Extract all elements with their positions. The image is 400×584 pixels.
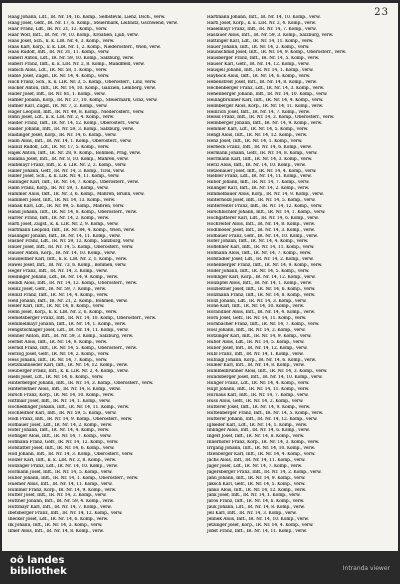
document-page	[2, 3, 398, 551]
entry-line: Hutter Josef, Inft., IR. Nr. 14, 2. Komp., verw.	[8, 493, 107, 499]
entry-line: Hofer Johann, Inft., IR. Nr. 14, 4. Komp., verw.	[207, 239, 309, 245]
entry-line: Jaksch Karl, Gefr., IR. Nr. 14, 5. Komp., verw.	[207, 481, 306, 487]
entry-line: Heller Karl, Inft., IR. Nr. 14, 8. Komp., verw.	[8, 304, 105, 310]
entry-line: Imlinger Alois, Inft., IR. Nr. 14, 6. Komp., verw.	[207, 428, 310, 434]
entry-line: Hüttmayr Karl, Inft., IR. Nr. 14, 7. Komp., verw.	[8, 505, 112, 511]
entry-line: Huemer Alois, Inft., IR. Nr. 14, 11. Komp., verw.	[8, 481, 113, 487]
entry-line: Hess Johann, Inft., IR. Nr. 14, 7. Komp., verw.	[8, 357, 108, 363]
entry-line: Hartl Josef, Korp., k. k. LIR. Nr. 2, 4. Komp., verw.	[207, 20, 316, 26]
entry-line: Haar Franz, Ldt., IR. Nr. 21, 12. Komp., verw.	[8, 26, 108, 32]
entry-line: Höller Johann, Inft., IR. Nr. 14, 5. Komp., verw.	[207, 268, 310, 274]
entry-line: Hajek Anton, Inft., IR. Nr. 28, 9. Komp., Böhmen, Prag, verw.	[8, 150, 141, 156]
entry-line: Haas Josef, Sch., k. k. LIR. Nr. 4, 3. Komp., verw.	[8, 38, 115, 44]
entry-line: Hack Franz, Sch., k. k. LIR. Nr. 3, 5. Komp., Oberösterr., Linz, verw.	[8, 79, 157, 85]
entry-line: Haller Josef, Sch., k. k. LIR. Nr. 4, 11. Komp., verw.	[8, 174, 120, 180]
entry-line: Haag Josef, Gefr., IR. Nr. 17, 6. Komp., Steiermark, Leibnitz, Gschwend, verw.	[8, 20, 178, 26]
entry-line: Hengstschläger Josef, Ldt., IR. Nr. 14, 11. Komp., verw.	[8, 328, 129, 334]
entry-line: Haar Wolf, Inft., IR. Nr. 79, 10. Komp., Kroatien, Ljub, verw.	[8, 32, 139, 38]
entry-line: Hiebl Josef, Ldt., IR. Nr. 14, 6. Komp., verw.	[8, 375, 104, 381]
entry-line: Hoflehner Karl, Inft., IR. Nr. 14, 11. Komp., verw.	[207, 245, 315, 251]
entry-line: Hochleitner Karl, Inft., IR. Nr. 59, 5. Komp., verw.	[8, 410, 117, 416]
entry-line: Halama Josef, Inft., IR. Nr. 8, 10. Komp., Mähren, verw.	[8, 156, 129, 162]
entry-line: Humer Karl, Inft., IR. Nr. 14, 8. Komp., verw.	[207, 363, 305, 369]
entry-line: Haidinger Josef, Korp., IR. Nr. 14, 6. Komp., verw.	[8, 133, 117, 139]
entry-line: Hammer Alois, Inft., IR. Nr. 3, 6. Komp., Mähren, Brünn, verw.	[8, 192, 145, 198]
entry-line: Hemmer Karl, Ldt., IR. Nr. 14, 5. Komp., verw.	[207, 127, 309, 133]
entry-line: Hirschbichler Johann, Inft., IR. Nr. 14, 1. Komp., verw.	[207, 209, 326, 215]
entry-line: Hofbauer Franz, Gefr., IR. Nr. 14, 10. Komp., verw.	[207, 233, 318, 239]
entry-line: Irrgang Johann, Inft., IR. Nr. 14, 10. Komp., verw.	[207, 446, 316, 452]
entry-line: Hirsch Franz, Korp., IR. Nr. 14, 10. Komp., verw.	[8, 393, 115, 398]
entry-line: Haslinger Johann, Inft., IR. Nr. 14, 11. Komp., verw.	[8, 233, 121, 239]
entry-line: Herzl Alois, Inft., IR. Nr. 14, 10. Komp., verw.	[207, 162, 306, 168]
entry-line: Jauk Johann, Ldt., IR. Nr. 14, 8. Komp., verw.	[207, 505, 305, 511]
entry-line: Henz Josef, Inft., IR. Nr. 14, 1. Komp., verw.	[207, 139, 303, 145]
entry-line: Hammerl Josef, Inft., IR. Nr. 14, 13. Komp., verw.	[8, 198, 116, 204]
entry-line: Hörandner Alois, Inft., IR. Nr. 14, 4. Komp., verw.	[207, 310, 316, 316]
entry-line: Hanak Karl, Ldt., IR. Nr. 99, 5. Komp., Mähren, verw.	[8, 204, 125, 209]
entry-line: Haas Rudolf, Inft., IR. Nr. 31, 11. Komp., verw.	[8, 50, 110, 56]
entry-line: Hayböck Alois, Inft., IR. Nr. 14, 6. Komp., verw.	[207, 74, 311, 80]
entry-line: Hutterer Johann, Inft., IR. Nr. 14, 12. Komp., verw.	[207, 416, 318, 422]
entry-line: Ingerl Josef, Inft., IR. Nr. 14, 8. Komp., verw.	[207, 434, 305, 440]
logo-line-2: bibliothek	[10, 565, 67, 577]
entry-line: Höllinger Karl, Korp., IR. Nr. 14, 12. Komp., verw.	[207, 274, 316, 280]
entry-line: Hödl Franz, Inft., IR. Nr. 14, 9. Komp., Oberösterr., verw.	[8, 416, 133, 422]
entry-line: Hartl Josef, Zugsf., k. k. LIR. Nr. 2, 9. Komp., verw.	[8, 221, 119, 227]
entry-line: Hödlmoser Josef, Inft., IR. Nr. 14, 3. Komp., verw.	[207, 227, 315, 233]
entry-line: Janko Alois, Inft., IR. Nr. 14, 12. Komp., verw.	[207, 487, 307, 493]
entry-line: Haag Johann, Ldt., IR. Nr. 14, 16. Komp., Selbsteval, Lienz, Dsch., verw.	[8, 15, 166, 20]
entry-line: Hunger Franz, Ldt., IR. Nr. 14, 4. Komp., verw.	[207, 381, 310, 387]
entry-line: Holzmann Franz, Inft., IR. Nr. 14, 8. Komp., verw.	[207, 292, 316, 298]
entry-line: Hufnagl Johann, Korp., IR. Nr. 14, 6. Komp., verw.	[207, 357, 316, 363]
entry-line: Habich Alois, Ldt., IR. Nr. 58, 1. Komp., verw.	[8, 68, 108, 74]
entry-line: Hone Karl, Inft., IR. Nr. 14, 10. Komp., verw.	[207, 304, 305, 310]
entry-line: Hötzinger Karl, Inft., IR. Nr. 14, 9. Komp., verw.	[207, 333, 312, 339]
entry-line: Jank Josef, Inft., IR. Nr. 14, 1. Komp., verw.	[207, 493, 301, 499]
entry-line: Hinterberger Johann, Inft., IR. Nr. 14, 3. Komp., Oberösterr., verw.	[8, 381, 154, 387]
entry-line: Horn Josef, Gefr., IR. Nr. 14, 11. Komp., verw.	[207, 316, 307, 322]
entry-line: Hermann Johann, Gefr., IR. Nr. 14, 8. Komp., verw.	[207, 150, 318, 156]
entry-line: Herbeck Franz, Inft., IR. Nr. 14, 6. Komp., verw.	[207, 144, 312, 150]
entry-line: Hummer Franz, Korp., IR. Nr. 14, 9. Komp., verw.	[8, 487, 117, 493]
entry-line: Hafner Karl, Zugsf., IR. Nr. 7, 2. Komp., verw.	[8, 103, 108, 109]
entry-line: Heinz Josef, Gefr., IR. Nr. 59, 7. Komp., verw.	[8, 286, 107, 292]
entry-line: Holzapfel Alois, Inft., IR. Nr. 14, 1. Komp., verw.	[207, 280, 312, 286]
entry-line: Holl Johann, Inft., IR. Nr. 14, 3. Komp., Oberösterr., verw.	[8, 452, 134, 458]
entry-line: Hiebler Franz, Ldt., IR. Nr. 14, 11. Komp., verw.	[207, 174, 312, 180]
entry-line: Haslauer Alois, Inft., IR. Nr. 59, 3. Komp., Salzburg, verw.	[207, 32, 334, 38]
entry-line: Hofer Johann, Inft., IR. Nr. 14, 4. Komp., verw.	[8, 428, 110, 434]
entry-line: Hetzenauer Josef, Inft., IR. Nr. 14, 4. Komp., verw.	[207, 168, 317, 174]
entry-line: Hinterleitner Alois, Inft., IR. Nr. 14, 8. Komp., verw.	[8, 387, 121, 393]
logo-line-1: oö landes	[10, 555, 65, 566]
entry-line: Hager Leopold, Inft., IR. Nr. 49, 8. Komp., Niederösterr., verw.	[8, 109, 145, 115]
entry-line: Heidinger Johann, Ldt., IR. Nr. 14, 9. Komp., verw.	[8, 274, 119, 280]
entry-line: Holzinger Franz, Ldt., IR. Nr. 14, 10. Komp., verw.	[8, 463, 118, 469]
entry-line: Heger Franz, Inft., IR. Nr. 14, 3. Komp., verw.	[8, 268, 108, 274]
entry-line: Hebenstreit Josef, Inft., IR. Nr. 14, 8. Komp., verw.	[207, 79, 318, 85]
entry-line: Hofmann Franz, Gefr., IR. Nr. 14, 12. Komp., verw.	[8, 440, 119, 446]
entry-line: Heinzl Franz, Inft., IR. Nr. 14, 4. Komp., verw.	[8, 292, 109, 298]
entry-line: Haberl Franz, Inft., k. k. LIR. Nr. 2, 8. Komp., Mandlfeld, verw.	[8, 62, 145, 68]
entry-line: Hausleitner Karl, Inft., k. k. LIR. Nr. 2, 1. Komp., verw.	[8, 257, 128, 263]
entry-line: Huss Alois, Gefr., IR. Nr. 14, 2. Komp., verw.	[207, 398, 304, 404]
entry-line: Herndl Franz, Inft., IR. Nr. 14, 5. Komp., Oberösterr., verw.	[8, 345, 138, 351]
entry-line: Hafner Johann, Korp., IR. Nr. 27, 10. Komp., Steiermark, Graz, verw.	[8, 97, 158, 103]
entry-line: Herrmann Karl, Inft., IR. Nr. 14, 3. Komp., verw.	[207, 156, 313, 162]
entry-line: Heilingbrunner Karl, Inft., IR. Nr. 14, 4. Komp., verw.	[207, 97, 324, 103]
entry-line: Hechenberger Franz, Ldt., IR. Nr. 14, 3. Komp., verw.	[207, 85, 325, 91]
entry-line: Hilber Johann, Inft., IR. Nr. 14, 7. Komp., verw.	[207, 180, 310, 186]
text-column-left	[8, 15, 192, 535]
entry-line: Hochreiter Alois, Inft., IR. Nr. 14, 8. Komp., verw.	[207, 221, 315, 227]
entry-line: Huber Johann, Inft., IR. Nr. 14, 1. Komp., Oberösterr., verw.	[8, 475, 139, 481]
entry-line: Jelinek Alois, Inft., IR. Nr. 14, 10. Komp., verw.	[207, 517, 309, 523]
entry-line: Hübl Franz, Inft., IR. Nr. 14, 1. Komp., verw.	[207, 351, 304, 357]
entry-line: Hauer Johann, Inft., IR. Nr. 14, 2. Komp., verw.	[207, 44, 310, 50]
entry-line: Iglseder Karl, Ldt., IR. Nr. 14, 1. Komp., verw.	[207, 422, 308, 428]
entry-line: Hallinger Karl, Inft., IR. Nr. 14, 7. Komp., Oberösterr., verw.	[8, 180, 139, 186]
entry-line: Haller Johann, Gefr., IR. Nr. 14, 3. Komp., Tirol, verw.	[8, 168, 125, 174]
entry-line: Hurnaus Karl, Inft., IR. Nr. 14, 7. Komp., verw.	[207, 393, 309, 398]
entry-line: Hauer Josef, Inft., IR. Nr. 14, 5. Komp., Oberösterr., verw.	[8, 245, 134, 251]
entry-line: Heimberger Alois, Korp., IR. Nr. 14, 11. Komp., verw.	[207, 103, 324, 109]
entry-line: Hinterreiter Franz, Inft., IR. Nr. 14, 12. Komp., verw.	[207, 204, 323, 209]
entry-line: Haas Karl, Korp., k. k. LIR. Nr. 1, 2. Komp., Niederösterr., Wien, verw.	[8, 44, 161, 50]
entry-line: Held Johann, Inft., IR. Nr. 21, 2. Komp., Böhmen, verw.	[8, 298, 128, 304]
entry-line: Hochedlinger Johann, Inft., IR. Nr. 14, 11. Komp., verw.	[8, 404, 130, 410]
entry-line: Hauser Anton, Korp., IR. Nr. 14, 10. Komp., verw.	[8, 251, 116, 257]
entry-line: Hinterhölzl Josef, Inft., IR. Nr. 14, 5. Komp., verw.	[207, 198, 316, 204]
entry-line: Hainzl Rudolf, Ldt., IR. Nr. 17, 5. Komp., verw.	[8, 144, 110, 150]
entry-line: Hemmelmayr Johann, Inft., IR. Nr. 14, 1. Komp., verw.	[8, 322, 127, 328]
entry-line: Haider Franz, Inft., IR. Nr. 14, 12. Komp., Oberösterr., verw.	[8, 121, 140, 127]
entry-line: Jachs Alois, Inft., IR. Nr. 14, 11. Komp., verw.	[207, 457, 306, 463]
entry-line: Jahn Johann, Inft., IR. Nr. 14, 9. Komp., verw.	[207, 475, 306, 481]
entry-line: Hengl Alois, Inft., IR. Nr. 14, 12. Komp., verw.	[207, 133, 308, 139]
entry-line: Huttner Johann, Inft., IR. Nr. 59, 4. Komp., verw.	[8, 499, 115, 505]
entry-line: Ilk Johann, Inft., IR. Nr. 14, 3. Komp., verw.	[8, 522, 103, 528]
entry-line: Illecker Josef, Ldt., IR. Nr. 14, 6. Komp., verw.	[8, 517, 109, 523]
entry-line: Helm Josef, Korp., k. k. LIR. Nr. 2, 6. Komp., verw.	[8, 310, 118, 316]
entry-line: Hahn Josef, Ldt., k. k. LIR. Nr. 2, 4. Komp., verw.	[8, 115, 115, 121]
entry-line: Henner Anton, Inft., IR. Nr. 59, 3. Komp., Salzburg, verw.	[8, 333, 134, 339]
entry-line: Haberl Anton, Ldt., IR. Nr. 59, 10. Komp., Salzburg, verw.	[8, 56, 135, 62]
entry-line: Herbst Alois, Inft., IR. Nr. 14, 9. Komp., verw.	[8, 339, 108, 345]
entry-line: Haselmayr Franz, Inft., IR. Nr. 14, 7. Komp., verw.	[207, 26, 317, 32]
entry-line: Harrer Franz, Inft., IR. Nr. 14, 2. Komp., verw.	[8, 215, 110, 221]
page-number: 23	[374, 7, 389, 18]
entry-line: Hemetsberger Franz, Inft., IR. Nr. 14, 10. Komp., Oberösterr., verw.	[8, 316, 157, 322]
entry-line: Hehenberger Johann, Inft., IR. Nr. 14, 10. Komp., verw.	[207, 91, 328, 97]
entry-line: Hohenberger Franz, Inft., IR. Nr. 14, 9. Komp., verw.	[207, 263, 323, 269]
entry-line: Heinrich Josef, Inft., IR. Nr. 14, 7. Komp., verw.	[207, 109, 311, 115]
entry-line: Jetzinger Josef, Korp., IR. Nr. 14, 4. Komp., verw.	[207, 522, 314, 528]
entry-line: Hochgatterer Karl, Ldt., IR. Nr. 14, 6. Komp., verw.	[207, 215, 319, 221]
entry-line: Helmberger Johann, Inft., IR. Nr. 14, 9. Komp., verw.	[207, 121, 323, 127]
entry-line: Hillinger Karl, Inft., IR. Nr. 14, 2. Komp., verw.	[207, 186, 310, 192]
entry-line: Hösl Johann, Inft., IR. Nr. 14, 2. Komp., verw.	[207, 328, 306, 334]
entry-line: Heuberger Franz, Inft., k. k. LIR. Nr. 2, 4. Komp., verw.	[8, 369, 129, 375]
entry-line: Hacker Anton, Inft., IR. Nr. 14, 10. Komp., Galizien, Lemberg, verw.	[8, 85, 156, 91]
entry-line: Haunschmid Josef, Inft., IR. Nr. 14, 9. Komp., Oberösterr., verw.	[207, 50, 347, 56]
entry-line: Hofinger Alois, Inft., IR. Nr. 14, 7. Komp., verw.	[8, 434, 112, 440]
viewer-link[interactable]: Intranda viewer	[342, 565, 390, 572]
entry-line: Hansl Johann, Inft., IR. Nr. 14, 8. Komp., Oberösterr., verw.	[8, 209, 138, 215]
entry-line: Hörmann Josef, Inft., IR. Nr. 14, 5. Komp., verw.	[8, 469, 113, 475]
entry-line: Jaros Franz, Inft., IR. Nr. 14, 6. Komp., verw.	[207, 499, 305, 505]
entry-line: Jell Karl, Inft., IR. Nr. 14, 3. Komp., verw.	[207, 511, 297, 517]
entry-line: Ilmer Alois, Inft., IR. Nr. 14, 8. Komp., verw.	[8, 528, 104, 534]
entry-line: Himmelbauer Alois, Korp., IR. Nr. 14, 9. Komp., verw.	[207, 192, 324, 198]
entry-line: Hornbacher Franz, Inft., IR. Nr. 14, 7. Komp., verw.	[207, 322, 320, 328]
entry-line: Heissl Franz, Inft., IR. Nr. 14, 2. Komp., Oberösterr., verw.	[207, 115, 335, 121]
entry-line: Hupf Johann, Inft., IR. Nr. 14, 11. Komp., verw.	[207, 387, 310, 393]
entry-line: Hetzmannseder Karl, Inft., IR. Nr. 14, 12. Komp., verw.	[8, 363, 129, 369]
entry-line: Jagersberger Franz, Inft., IR. Nr. 14, 2. Komp., verw.	[207, 469, 322, 475]
entry-line: Hofmann Alois, Inft., IR. Nr. 14, 7. Komp., verw.	[207, 251, 312, 257]
entry-line: Jäger Josef, Ldt., IR. Nr. 14, 7. Komp., verw.	[207, 463, 303, 469]
entry-line: Hölzl Johann, Ldt., IR. Nr. 14, 3. Komp., verw.	[207, 298, 307, 304]
entry-line: Innerhofer Franz, Korp., IR. Nr. 14, 3. Komp., verw.	[207, 440, 320, 446]
entry-line: Halm Franz, Korp., IR. Nr. 59, 1. Komp., verw.	[8, 186, 109, 192]
entry-line: Hawel Josef, Inft., IR. Nr. 73, 6. Komp., Böhmen, verw.	[8, 263, 127, 269]
entry-line: Hundsberger Josef, Inft., IR. Nr. 14, 10. Komp., verw.	[207, 375, 323, 381]
entry-line: Hader Josef, Inft., IR. Nr. 81, 1. Komp., verw.	[8, 91, 106, 97]
entry-line: Hauser Karl, Gefr., IR. Nr. 14, 12. Komp., verw.	[207, 62, 310, 68]
entry-line: Itzenberger Karl, Inft., IR. Nr. 14, 4. Komp., verw.	[207, 452, 316, 458]
entry-line: Hausberger Franz, Inft., IR. Nr. 14, 5. Komp., verw.	[207, 56, 320, 62]
entry-line: Jobst Franz, Inft., IR. Nr. 14, 11. Komp., verw.	[207, 528, 307, 534]
entry-line: Hutterer Josef, Inft., IR. Nr. 14, 9. Komp., verw.	[207, 404, 311, 410]
entry-line: Haim Alois, Inft., IR. Nr. 14, 1. Komp., Oberösterr., verw.	[8, 139, 132, 145]
entry-line: Hofbauer Josef, Ldt., IR. Nr. 14, 2. Komp., verw.	[8, 422, 113, 428]
entry-line: Heindl Alois, Inft., IR. Nr. 14, 12. Komp., Oberösterr., verw.	[8, 280, 138, 286]
entry-line: Hofstätter Josef, Inft., IR. Nr. 14, 6. Komp., verw.	[8, 446, 115, 452]
entry-line: Haider Johann, Inft., IR. Nr. 59, 3. Komp., Salzburg, verw.	[8, 127, 134, 133]
entry-line: Hittmair Josef, Inft., IR. Nr. 14, 1. Komp., verw.	[8, 398, 111, 404]
entry-line: Hofstadler Josef, Ldt., IR. Nr. 14, 2. Komp., verw.	[207, 257, 314, 263]
entry-line: Holzleitner Josef, Inft., IR. Nr. 14, 6. Komp., verw.	[207, 286, 316, 292]
entry-line: Ibetsberger Franz, Inft., IR. Nr. 14, 12. Komp., verw.	[8, 511, 123, 517]
footer-bar	[0, 551, 400, 584]
entry-line: Herzog Josef, Gefr., IR. Nr. 14, 2. Komp., verw.	[8, 351, 110, 357]
entry-line: Hasner Franz, Ldt., IR. Nr. 59, 12. Komp., Salzburg, verw.	[8, 239, 135, 245]
text-column-right	[207, 15, 391, 535]
entry-line: Holzer Karl, Inft., k. k. LIR. Nr. 2, 8. Komp., verw.	[8, 457, 117, 463]
entry-line: Hausjell Johann, Inft., IR. Nr. 14, 1. Komp., verw.	[207, 68, 314, 74]
entry-line: Hartmann Johann, Inft., IR. Nr. 14, 10. Komp., verw.	[207, 15, 321, 20]
library-logo[interactable]	[10, 556, 67, 577]
entry-line: Hüttenberger Franz, Inft., IR. Nr. 14, 5. Komp., verw.	[207, 410, 324, 416]
entry-line: Hummelbrunner Alois, Inft., IR. Nr. 14, 3. Komp., verw.	[207, 369, 328, 375]
entry-line: Halbmayr Franz, Inft., k. k. LIR. Nr. 2, 2. Komp., verw.	[8, 162, 127, 168]
entry-line: Hartmann Leopold, Inft., IR. Nr. 84, 4. Komp., Wien, verw.	[8, 227, 136, 233]
entry-line: Hattinger Karl, Ldt., IR. Nr. 14, 11. Komp., verw.	[207, 38, 314, 44]
entry-line: Huber Alois, Ldt., IR. Nr. 14, 5. Komp., verw.	[207, 339, 305, 345]
entry-line: Huber Josef, Inft., IR. Nr. 14, 12. Komp., verw.	[207, 345, 308, 351]
entry-line: Hable Josef, Zugsf., IR. Nr. 14, 4. Komp., verw.	[8, 74, 110, 80]
